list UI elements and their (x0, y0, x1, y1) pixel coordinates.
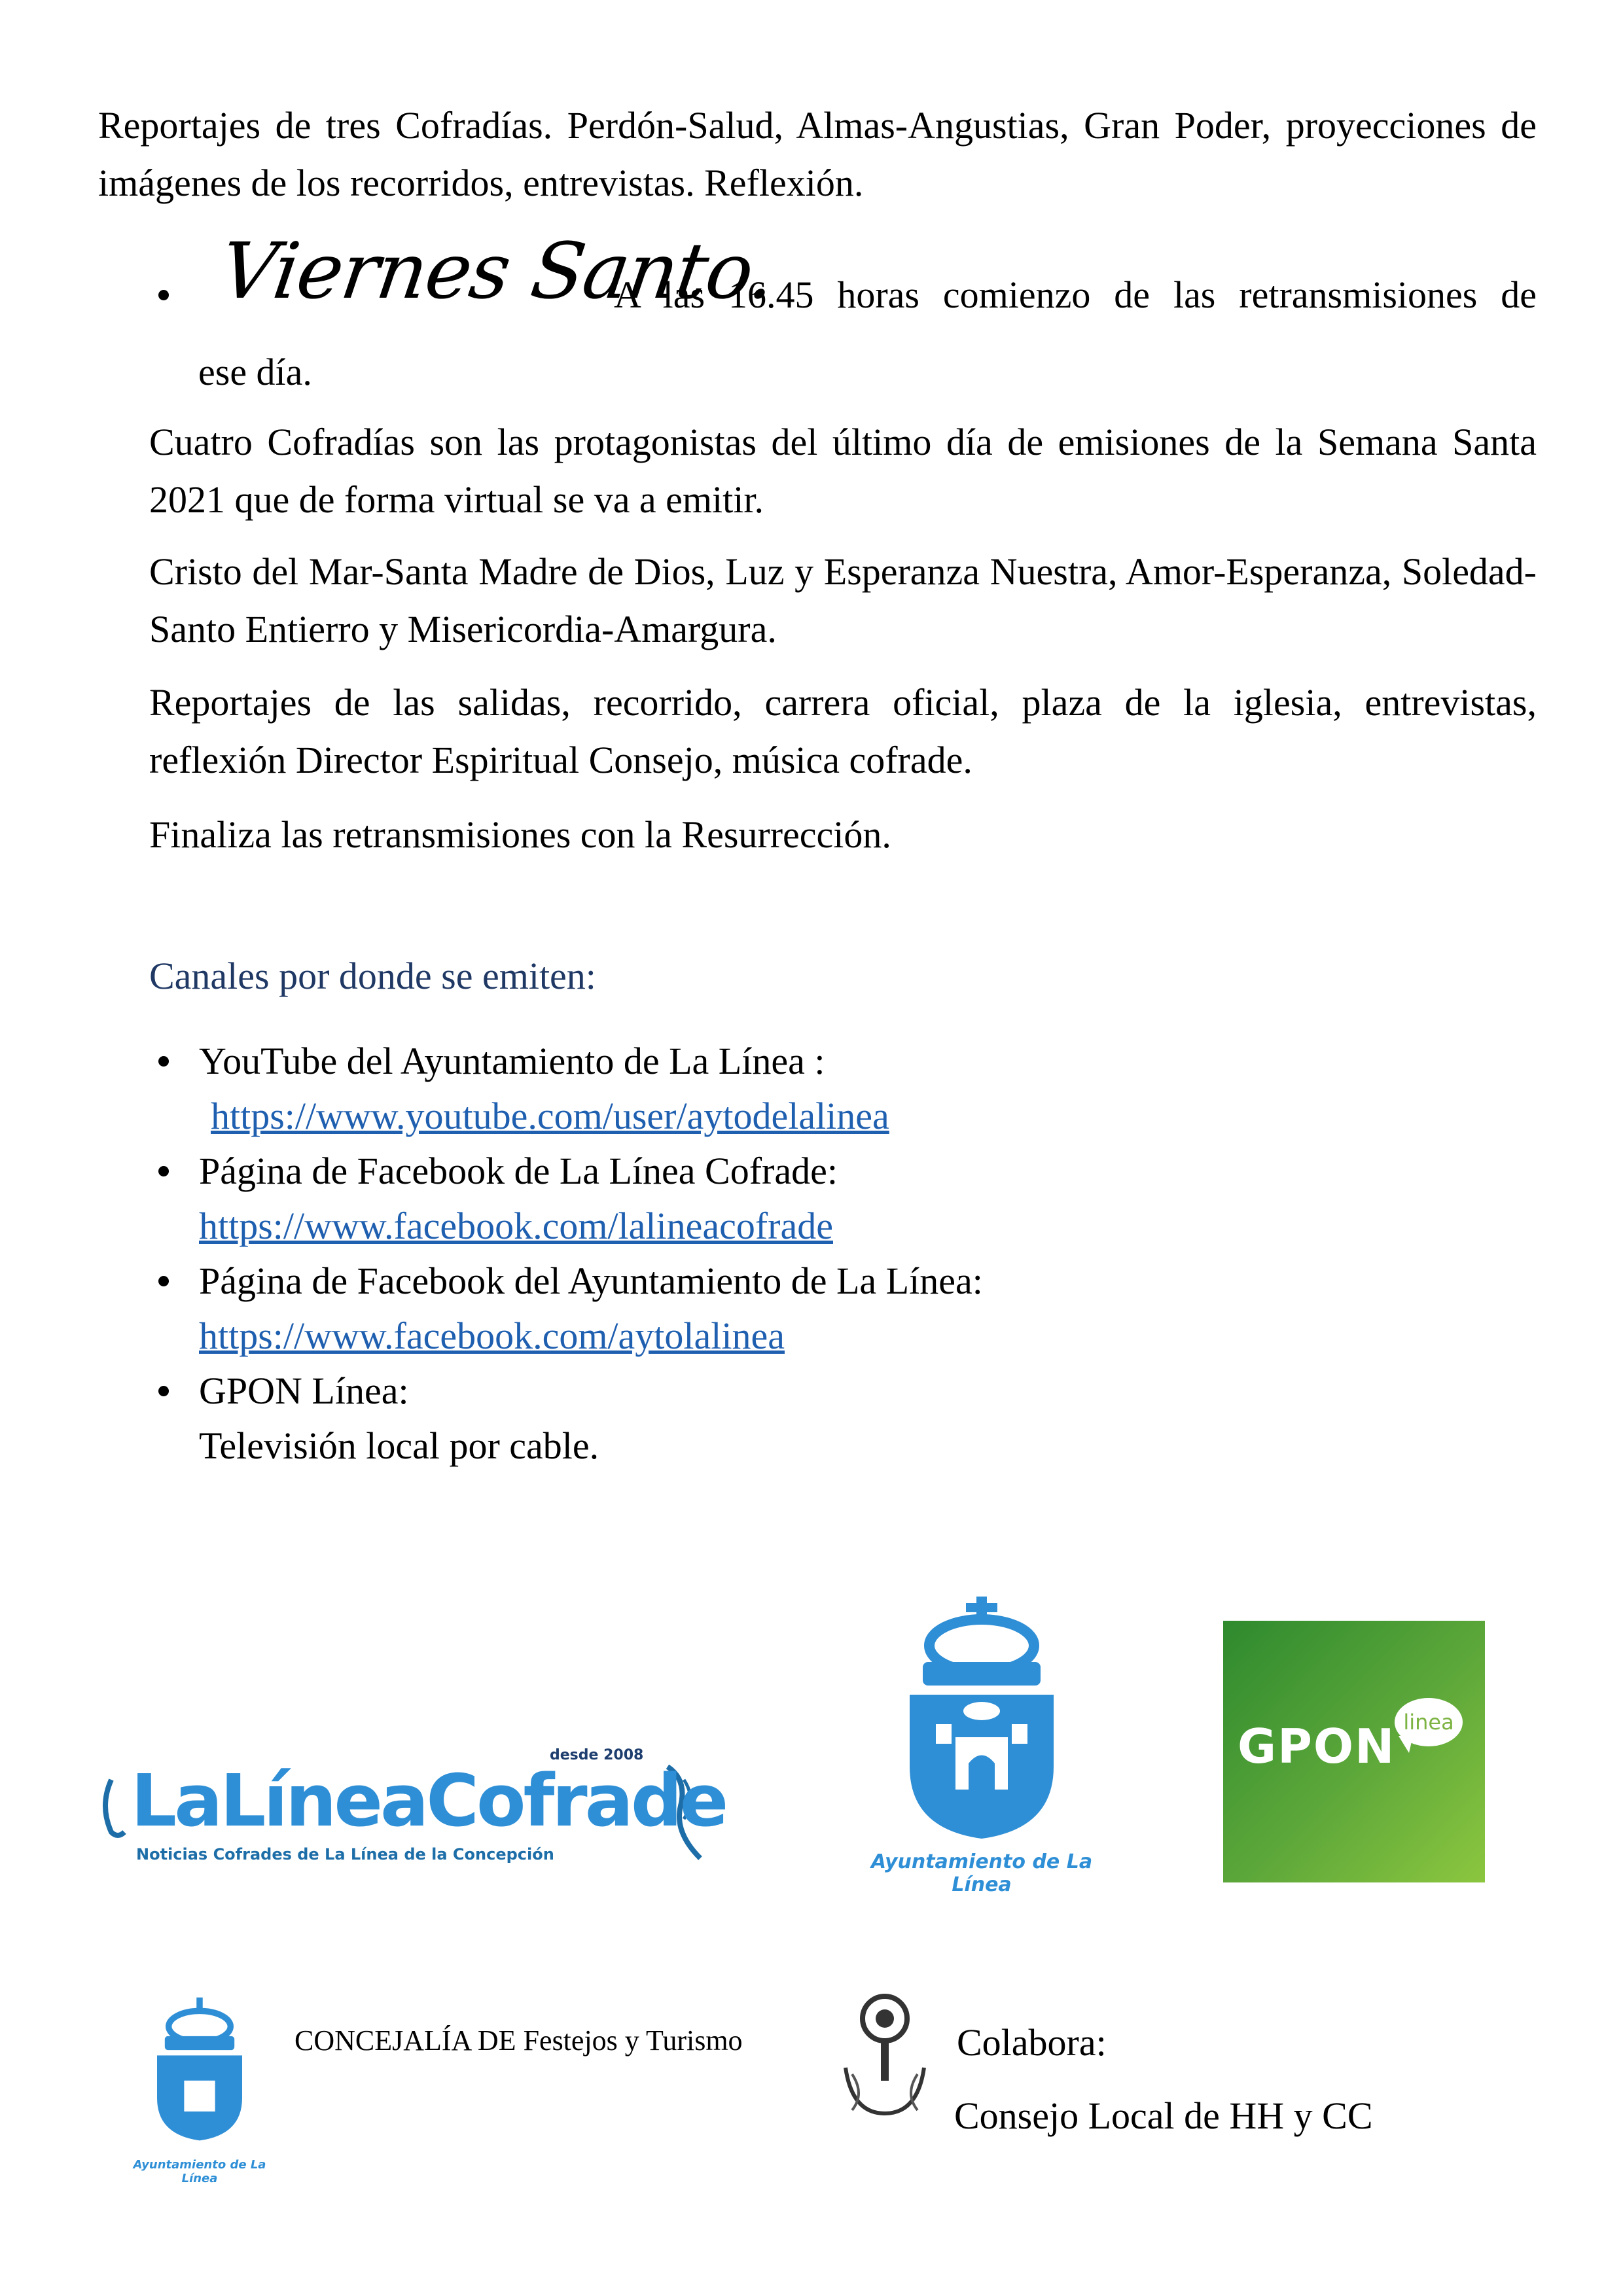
colabora-label: Colabora: (957, 2021, 1107, 2064)
paragraph-finaliza: Finaliza las retransmisiones con la Resurrección. (149, 813, 891, 856)
viernes-santo-title: Viernes Santo. (215, 226, 780, 316)
cofrade-logo-text: LaLíneaCofrade (131, 1759, 726, 1843)
small-crest-caption: Ayuntamiento de La Línea (133, 2158, 266, 2185)
list-item (149, 1144, 1537, 1254)
cofrade-since: desde 2008 (550, 1747, 644, 1763)
concejalia-rest: Festejos y Turismo (516, 2024, 743, 2057)
viernes-santo-text: A las 16.45 horas comienzo de las retransmisiones de (614, 274, 1537, 316)
list-item (149, 1034, 1537, 1144)
ayuntamiento-logo (838, 1597, 1126, 1896)
bullet-icon (158, 1386, 169, 1396)
bullet-icon (158, 1056, 169, 1067)
concejalia-caps: CONCEJALÍA DE (294, 2024, 516, 2057)
list-item-label: Página de Facebook del Ayuntamiento de La Línea: (199, 1260, 983, 1302)
consejo-text: Consejo Local de HH y CC (954, 2094, 1373, 2137)
gpon-bubble-text: linea (1403, 1710, 1454, 1735)
viernes-santo-cont: ese día. (198, 351, 312, 393)
concejalia-text (294, 2024, 743, 2057)
canales-list (149, 1034, 1537, 1474)
paragraph-list-cofradias: Cristo del Mar-Santa Madre de Dios, Luz y Esperanza Nuestra, Amor-Esperanza, Soledad-Santo Entierro y Misericordia-Amargura. (149, 550, 1537, 650)
gpon-logo (1223, 1621, 1485, 1882)
facebook-ayto-link[interactable]: https://www.facebook.com/aytolalinea (199, 1315, 785, 1357)
lalineacofrade-logo (98, 1740, 740, 1871)
bullet-icon (158, 1276, 169, 1286)
youtube-link[interactable]: https://www.youtube.com/user/aytodelalinea (211, 1095, 889, 1137)
list-item-label: Página de Facebook de La Línea Cofrade: (199, 1150, 838, 1192)
ayuntamiento-caption: Ayuntamiento de La Línea (870, 1850, 1093, 1896)
crest-icon (838, 1597, 1126, 1845)
paragraph-cofradias: Cuatro Cofradías son las protagonistas del último día de emisiones de la Semana Santa 2021 que de forma virtual se va a emitir. (149, 421, 1537, 521)
paragraph-reportajes: Reportajes de las salidas, recorrido, carrera oficial, plaza de la iglesia, entrevistas, reflexión Director Espiritual Consejo, música cofrade. (149, 681, 1537, 781)
list-item-sub: Televisión local por cable. (199, 1424, 599, 1467)
bullet-icon (158, 290, 169, 300)
gpon-text: GPON (1238, 1719, 1396, 1774)
list-item (149, 1254, 1537, 1364)
small-ayuntamiento-logo (115, 1989, 285, 2185)
bullet-icon (158, 1166, 169, 1176)
monstrance-icon (832, 1989, 937, 2120)
list-item-label: YouTube del Ayuntamiento de La Línea : (199, 1040, 825, 1082)
consejo-emblem (832, 1989, 937, 2120)
list-item-label: GPON Línea: (199, 1369, 409, 1412)
cofrade-tagline: Noticias Cofrades de La Línea de la Concepción (136, 1845, 554, 1863)
viernes-santo-item (149, 226, 1537, 317)
canales-heading: Canales por donde se emiten: (149, 955, 596, 997)
intro-paragraph: Reportajes de tres Cofradías. Perdón-Salud, Almas-Angustias, Gran Poder, proyecciones de imágenes de los recorridos, entrevistas. Reflexión. (98, 104, 1537, 204)
small-crest-icon (115, 1989, 285, 2153)
list-item (149, 1364, 1537, 1474)
facebook-cofrade-link[interactable]: https://www.facebook.com/lalineacofrade (199, 1205, 833, 1247)
